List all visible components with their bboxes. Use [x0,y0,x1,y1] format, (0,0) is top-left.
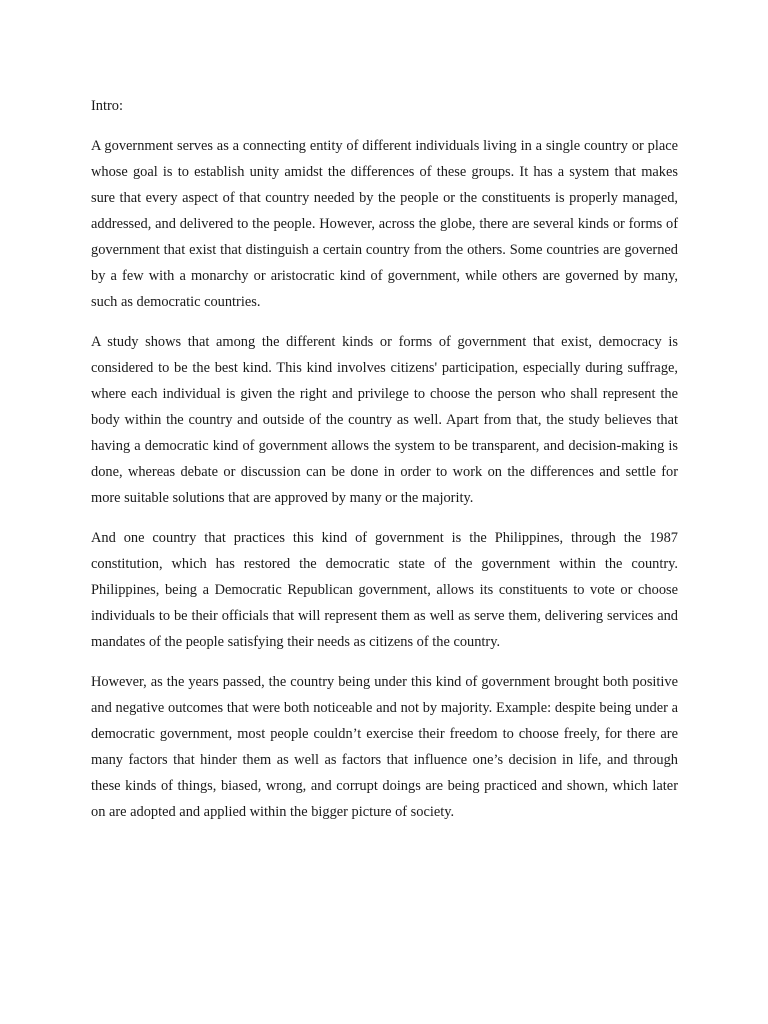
paragraph-3: And one country that practices this kind of government is the Philippines, through the 1987 constitution, which has restored the democratic state of the government within the country. Philippines, being a Democratic Republican government, allows its constituents to vote or choose individuals to be their officials that will represent them as well as serve them, delivering services and mandates of the people satisfying their needs as citizens of the country. [91,530,678,650]
section-heading: Intro: [91,98,123,114]
paragraph-1: A government serves as a connecting entity of different individuals living in a single country or place whose goal is to establish unity amidst the differences of these groups. It has a system that makes sure that every aspect of that country needed by the people or the constituents is properly managed, addressed, and delivered to the people. However, across the globe, there are several kinds or forms of government that exist that distinguish a certain country from the others. Some countries are governed by a few with a monarchy or aristocratic kind of government, while others are governed by many, such as democratic countries. [91,138,678,310]
paragraph-4: However, as the years passed, the country being under this kind of government brought both positive and negative outcomes that were both noticeable and not by majority. Example: despite being under a democratic government, most people couldn’t exercise their freedom to choose freely, for there are many factors that hinder them as well as factors that influence one’s decision in life, and through these kinds of things, biased, wrong, and corrupt doings are being practiced and shown, which later on are adopted and applied within the bigger picture of society. [91,674,678,820]
document-body [91,93,678,839]
paragraph-2: A study shows that among the different kinds or forms of government that exist, democracy is considered to be the best kind. This kind involves citizens' participation, especially during suffrage, where each individual is given the right and privilege to choose the person who shall represent the body within the country and outside of the country as well. Apart from that, the study believes that having a democratic kind of government allows the system to be transparent, and decision-making is done, whereas debate or discussion can be done in order to work on the differences and settle for more suitable solutions that are approved by many or the majority. [91,334,678,506]
